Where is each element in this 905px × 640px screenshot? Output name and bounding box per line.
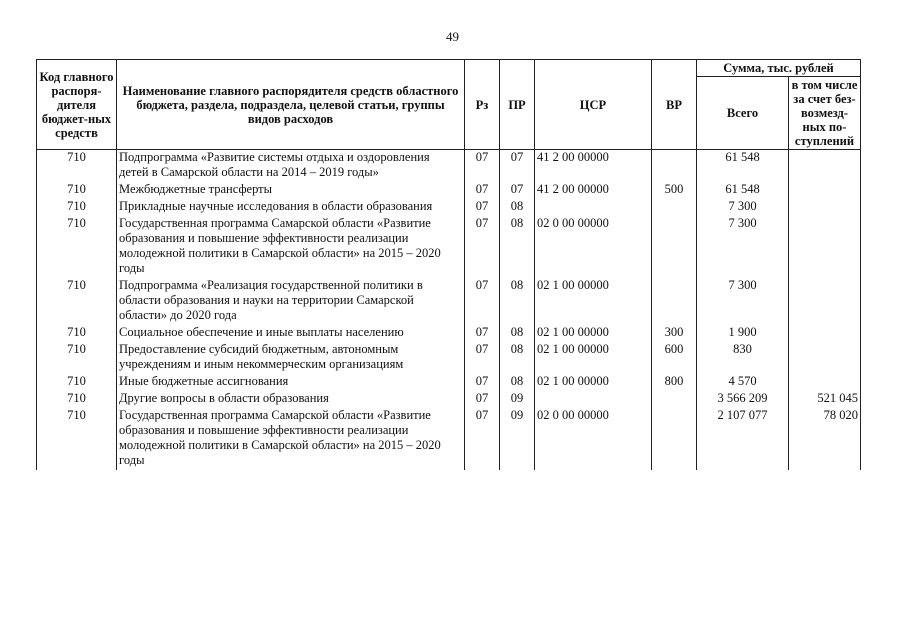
- table-row: [37, 408, 861, 470]
- header-vr: ВР: [652, 60, 697, 150]
- cell-pr: 08: [500, 199, 535, 216]
- table-body: [37, 150, 861, 471]
- cell-name: Предоставление субсидий бюджетным, автономным учреждениям и иным некоммерческим организациям: [117, 342, 465, 374]
- cell-incl: 78 020: [789, 408, 861, 470]
- cell-pr: 09: [500, 391, 535, 408]
- cell-incl: [789, 325, 861, 342]
- cell-total: 2 107 077: [697, 408, 789, 470]
- cell-csr: 02 0 00 00000: [535, 408, 652, 470]
- cell-pr: 09: [500, 408, 535, 470]
- cell-rz: 07: [465, 216, 500, 278]
- cell-incl: [789, 216, 861, 278]
- cell-incl: [789, 150, 861, 183]
- cell-rz: 07: [465, 150, 500, 183]
- table-row: [37, 325, 861, 342]
- cell-vr: 600: [652, 342, 697, 374]
- cell-rz: 07: [465, 182, 500, 199]
- cell-csr: [535, 391, 652, 408]
- cell-name: Межбюджетные трансферты: [117, 182, 465, 199]
- cell-total: 61 548: [697, 150, 789, 183]
- cell-vr: 500: [652, 182, 697, 199]
- table-row: [37, 342, 861, 374]
- header-csr: ЦСР: [535, 60, 652, 150]
- table-row: [37, 182, 861, 199]
- cell-incl: [789, 199, 861, 216]
- cell-pr: 08: [500, 278, 535, 325]
- cell-rz: 07: [465, 342, 500, 374]
- cell-pr: 08: [500, 325, 535, 342]
- budget-table: [36, 59, 861, 470]
- cell-rz: 07: [465, 325, 500, 342]
- cell-rz: 07: [465, 408, 500, 470]
- cell-code: 710: [37, 216, 117, 278]
- cell-code: 710: [37, 182, 117, 199]
- cell-pr: 07: [500, 150, 535, 183]
- cell-csr: 02 1 00 00000: [535, 374, 652, 391]
- cell-name: Социальное обеспечение и иные выплаты населению: [117, 325, 465, 342]
- cell-csr: 02 0 00 00000: [535, 216, 652, 278]
- cell-total: 4 570: [697, 374, 789, 391]
- cell-vr: [652, 391, 697, 408]
- cell-name: Подпрограмма «Реализация государственной политики в области образования и науки на территории Самарской области» до 2020 года: [117, 278, 465, 325]
- cell-code: 710: [37, 278, 117, 325]
- table-row: [37, 278, 861, 325]
- cell-rz: 07: [465, 374, 500, 391]
- cell-code: 710: [37, 391, 117, 408]
- header-rz: Рз: [465, 60, 500, 150]
- cell-incl: 521 045: [789, 391, 861, 408]
- cell-pr: 08: [500, 342, 535, 374]
- cell-name: Иные бюджетные ассигнования: [117, 374, 465, 391]
- header-name: Наименование главного распорядителя средств областного бюджета, раздела, подраздела, целевой статьи, группы видов расходов: [117, 60, 465, 150]
- cell-csr: 02 1 00 00000: [535, 278, 652, 325]
- cell-csr: 02 1 00 00000: [535, 325, 652, 342]
- cell-name: Другие вопросы в области образования: [117, 391, 465, 408]
- cell-vr: [652, 278, 697, 325]
- cell-vr: [652, 199, 697, 216]
- table-row: [37, 391, 861, 408]
- header-incl: в том числе за счет без-возмезд-ных по-ступлений: [789, 77, 861, 150]
- header-pr: ПР: [500, 60, 535, 150]
- cell-vr: [652, 216, 697, 278]
- cell-name: Государственная программа Самарской области «Развитие образования и повышение эффективности реализации молодежной политики в Самарской области» на 2015 – 2020 годы: [117, 216, 465, 278]
- cell-code: 710: [37, 325, 117, 342]
- cell-rz: 07: [465, 278, 500, 325]
- cell-csr: [535, 199, 652, 216]
- cell-total: 7 300: [697, 278, 789, 325]
- table-row: [37, 199, 861, 216]
- header-sum-group: Сумма, тыс. рублей: [697, 60, 861, 77]
- cell-vr: 300: [652, 325, 697, 342]
- table-row: [37, 150, 861, 183]
- header-code: Код главного распоря-дителя бюджет-ных средств: [37, 60, 117, 150]
- cell-csr: 02 1 00 00000: [535, 342, 652, 374]
- cell-total: 3 566 209: [697, 391, 789, 408]
- cell-pr: 08: [500, 374, 535, 391]
- cell-total: 1 900: [697, 325, 789, 342]
- cell-incl: [789, 374, 861, 391]
- cell-total: 830: [697, 342, 789, 374]
- cell-csr: 41 2 00 00000: [535, 182, 652, 199]
- cell-pr: 07: [500, 182, 535, 199]
- cell-vr: 800: [652, 374, 697, 391]
- cell-vr: [652, 150, 697, 183]
- cell-name: Подпрограмма «Развитие системы отдыха и оздоровления детей в Самарской области на 2014 – 2019 годы»: [117, 150, 465, 183]
- cell-rz: 07: [465, 199, 500, 216]
- cell-csr: 41 2 00 00000: [535, 150, 652, 183]
- cell-rz: 07: [465, 391, 500, 408]
- header-total: Всего: [697, 77, 789, 150]
- cell-total: 61 548: [697, 182, 789, 199]
- cell-incl: [789, 278, 861, 325]
- cell-code: 710: [37, 150, 117, 183]
- page-number: 49: [446, 29, 459, 44]
- cell-incl: [789, 182, 861, 199]
- cell-name: Прикладные научные исследования в области образования: [117, 199, 465, 216]
- cell-vr: [652, 408, 697, 470]
- cell-code: 710: [37, 408, 117, 470]
- cell-code: 710: [37, 374, 117, 391]
- cell-name: Государственная программа Самарской области «Развитие образования и повышение эффективности реализации молодежной политики в Самарской области» на 2015 – 2020 годы: [117, 408, 465, 470]
- cell-total: 7 300: [697, 216, 789, 278]
- cell-total: 7 300: [697, 199, 789, 216]
- table-row: [37, 374, 861, 391]
- cell-code: 710: [37, 199, 117, 216]
- table-row: [37, 216, 861, 278]
- cell-pr: 08: [500, 216, 535, 278]
- cell-incl: [789, 342, 861, 374]
- cell-code: 710: [37, 342, 117, 374]
